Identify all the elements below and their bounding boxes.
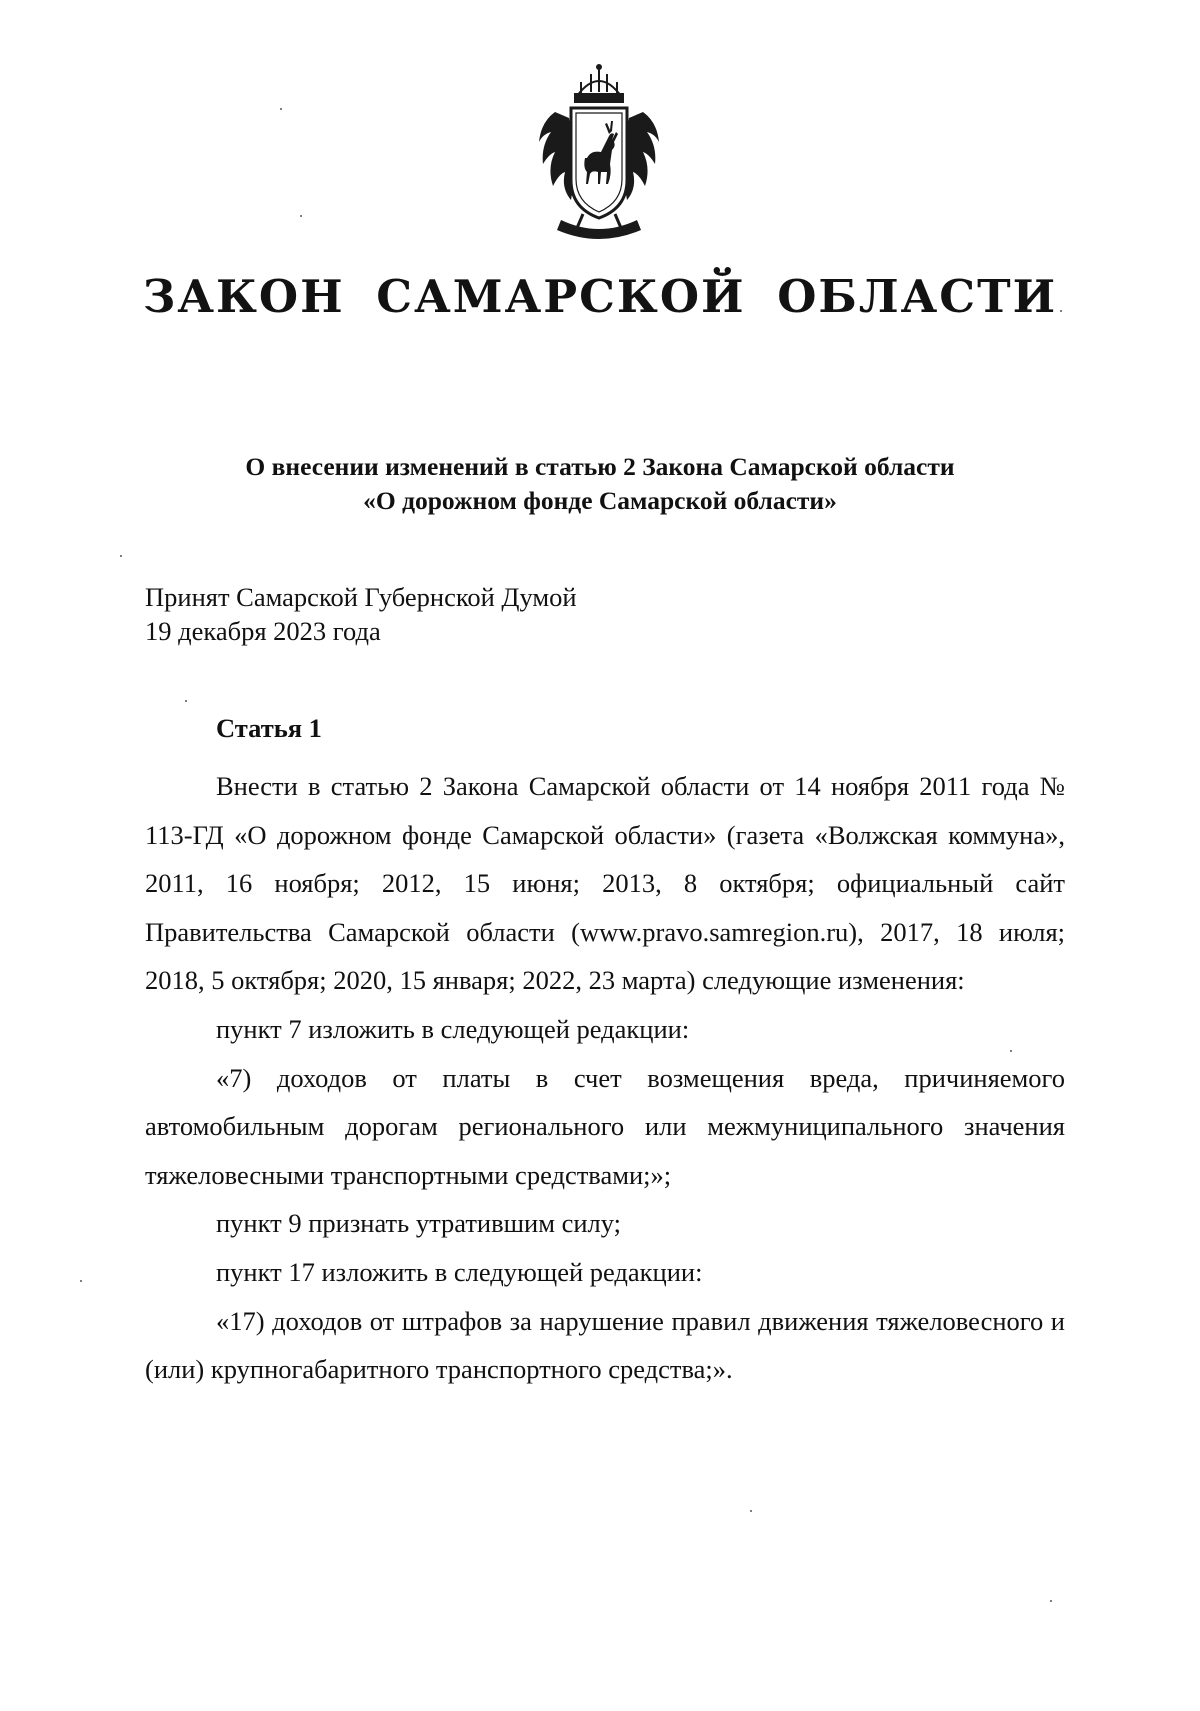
scan-speck: [750, 1510, 752, 1512]
law-heading: ЗАКОН САМАРСКОЙ ОБЛАСТИ: [142, 270, 1058, 323]
article-paragraph: пункт 9 признать утратившим силу;: [216, 1208, 622, 1239]
adoption-line-1: Принят Самарской Губернской Думой: [145, 582, 577, 612]
article-paragraph: «17) доходов от штрафов за нарушение правил движения тяжеловесного и (или) крупногабаритного транспортного средства;».: [145, 1305, 1065, 1385]
article-title: Статья 1: [216, 713, 322, 743]
scan-speck: [120, 555, 122, 557]
coat-of-arms-emblem: [525, 62, 673, 244]
subtitle-line-1: О внесении изменений в статью 2 Закона Самарской области: [245, 452, 955, 481]
law-subtitle: [0, 450, 1200, 518]
scan-speck: [1010, 1050, 1012, 1052]
adoption-date: 19 декабря 2023 года: [145, 616, 381, 646]
scan-speck: [1050, 1600, 1052, 1602]
article-paragraph: «7) доходов от платы в счет возмещения вреда, причиняемого автомобильным дорогам регионального или межмуниципального значения тяжеловесными транспортными средствами;»;: [145, 1062, 1065, 1190]
article-body: [145, 762, 1065, 1394]
article-paragraph: пункт 17 изложить в следующей редакции:: [216, 1256, 703, 1287]
article-paragraph: Внести в статью 2 Закона Самарской области от 14 ноября 2011 года № 113-ГД «О дорожном фонде Самарской области» (газета «Волжская коммуна», 2011, 16 ноября; 2012, 15 июня; 2013, 8 октября; официальный сайт Правительства Самарской области (www.pravo.samregion.ru), 2017, 18 июля; 2018, 5 октября; 2020, 15 января; 2022, 23 марта) следующие изменения:: [145, 771, 1065, 996]
scan-speck: [80, 1280, 82, 1282]
subtitle-line-2: «О дорожном фонде Самарской области»: [363, 486, 837, 515]
scan-speck: [185, 700, 187, 702]
article-paragraph: пункт 7 изложить в следующей редакции:: [216, 1013, 690, 1044]
scan-speck: [1060, 310, 1062, 312]
scan-speck: [280, 108, 282, 110]
adoption-note: [145, 580, 577, 648]
scan-speck: [300, 215, 302, 217]
